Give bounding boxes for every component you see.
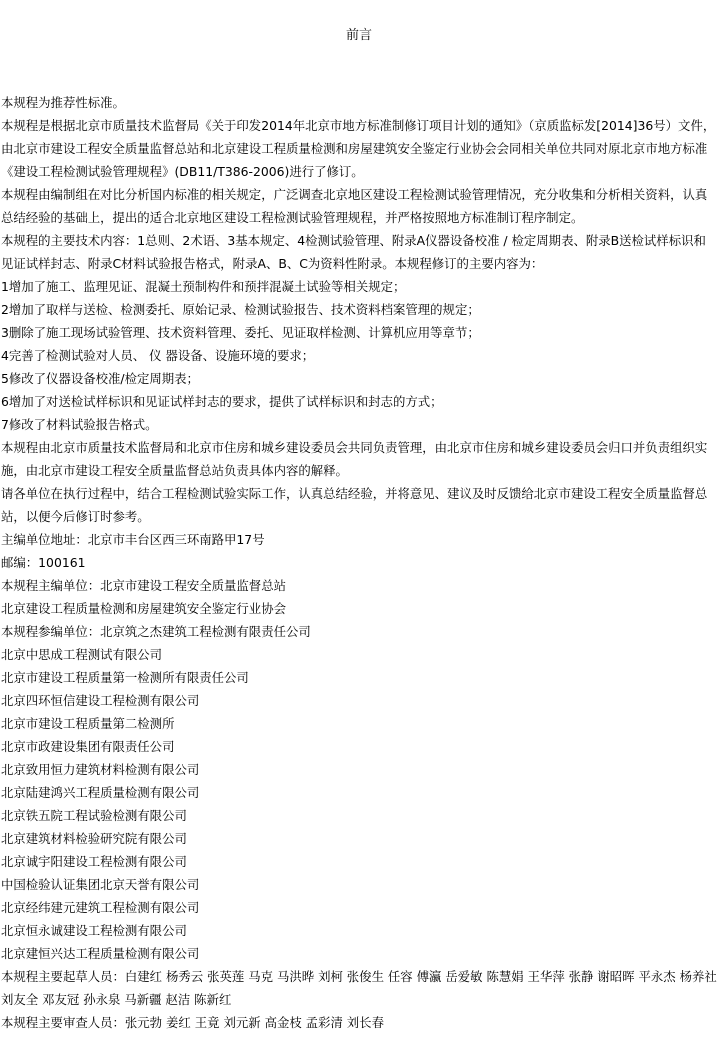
paragraph: 6增加了对送检试样标识和见证试样封志的要求，提供了试样标识和封志的方式； (1, 394, 443, 409)
paragraph: 中国检验认证集团北京天誉有限公司 (1, 877, 200, 892)
paragraph: 北京建设工程质量检测和房屋建筑安全鉴定行业协会 (1, 601, 286, 616)
paragraph: 北京建筑材料检验研究院有限公司 (1, 831, 187, 846)
paragraph: 本规程主编单位：北京市建设工程安全质量监督总站 (1, 578, 286, 593)
paragraph: 3删除了施工现场试验管理、技术资料管理、委托、见证取样检测、计算机应用等章节； (1, 325, 480, 340)
paragraph: 1增加了施工、监理见证、混凝土预制构件和预拌混凝土试验等相关规定； (1, 279, 406, 294)
paragraph: 本规程由北京市质量技术监督局和北京市住房和城乡建设委员会共同负责管理，由北京市住房和城乡建设委员会归口并负责组织实施，由北京市建设工程安全质量监督总站负责具体内容的解释。 (1, 440, 708, 478)
paragraph: 北京诚宇阳建设工程检测有限公司 (1, 854, 187, 869)
paragraph: 本规程的主要技术内容：1总则、2术语、3基本规定、4检测试验管理、附录A仪器设备校准 / 检定周期表、附录B送检试样标识和见证试样封志、附录C材料试验报告格式，附录A、B、C为资料性附录。本规程修订的主要内容为： (1, 233, 706, 271)
paragraph: 北京中思成工程测试有限公司 (1, 647, 163, 662)
paragraph: 5修改了仪器设备校准/检定周期表； (1, 371, 199, 386)
document-body (1, 91, 717, 1034)
paragraph: 本规程是根据北京市质量技术监督局《关于印发2014年北京市地方标准制修订项目计划的通知》（京质监标发[2014]36号）文件，由北京市建设工程安全质量监督总站和北京建设工程质量检测和房屋建筑安全鉴定行业协会会同相关单位共同对原北京市地方标准《建设工程检测试验管理规程》(DB11/T386-2006)进行了修订。 (1, 118, 716, 179)
paragraph: 本规程参编单位：北京筑之杰建筑工程检测有限责任公司 (1, 624, 311, 639)
paragraph: 本规程主要起草人员：白建红 杨秀云 张英莲 马克 马洪晔 刘柯 张俊生 任容 傅瀛 岳爱敏 陈慧娟 王华萍 张静 谢昭晖 平永杰 杨养社 刘友全 邓友冠 孙永泉 马新疆 赵洁 陈新红 (1, 969, 717, 1007)
paragraph: 北京市政建设集团有限责任公司 (1, 739, 175, 754)
paragraph: 2增加了取样与送检、检测委托、原始记录、检测试验报告、技术资料档案管理的规定； (1, 302, 480, 317)
paragraph: 北京陆建鸿兴工程质量检测有限公司 (1, 785, 200, 800)
paragraph: 北京经纬建元建筑工程检测有限公司 (1, 900, 200, 915)
page-title: 前言 (345, 28, 372, 43)
paragraph: 北京四环恒信建设工程检测有限公司 (1, 693, 200, 708)
paragraph: 本规程主要审查人员：张元勃 姜红 王竟 刘元新 高金枝 孟彩清 刘长春 (1, 1015, 384, 1030)
paragraph: 邮编：100161 (1, 555, 86, 570)
paragraph: 北京恒永诚建设工程检测有限公司 (1, 923, 187, 938)
paragraph: 北京市建设工程质量第一检测所有限责任公司 (1, 670, 249, 685)
paragraph: 4完善了检测试验对人员、 仪 器设备、设施环境的要求； (1, 348, 315, 363)
paragraph: 主编单位地址：北京市丰台区西三环南路甲17号 (1, 532, 265, 547)
paragraph: 本规程为推荐性标准。 (1, 95, 125, 110)
paragraph: 本规程由编制组在对比分析国内标准的相关规定，广泛调查北京地区建设工程检测试验管理情况，充分收集和分析相关资料，认真总结经验的基础上，提出的适合北京地区建设工程检测试验管理规程，并严格按照地方标准制订程序制定。 (1, 187, 708, 225)
paragraph: 北京市建设工程质量第二检测所 (1, 716, 175, 731)
paragraph: 北京铁五院工程试验检测有限公司 (1, 808, 187, 823)
paragraph: 北京建恒兴达工程质量检测有限公司 (1, 946, 200, 961)
paragraph: 请各单位在执行过程中，结合工程检测试验实际工作，认真总结经验，并将意见、建议及时反馈给北京市建设工程安全质量监督总站，以便今后修订时参考。 (1, 486, 708, 524)
paragraph: 7修改了材料试验报告格式。 (1, 417, 158, 432)
paragraph: 北京致用恒力建筑材料检测有限公司 (1, 762, 200, 777)
